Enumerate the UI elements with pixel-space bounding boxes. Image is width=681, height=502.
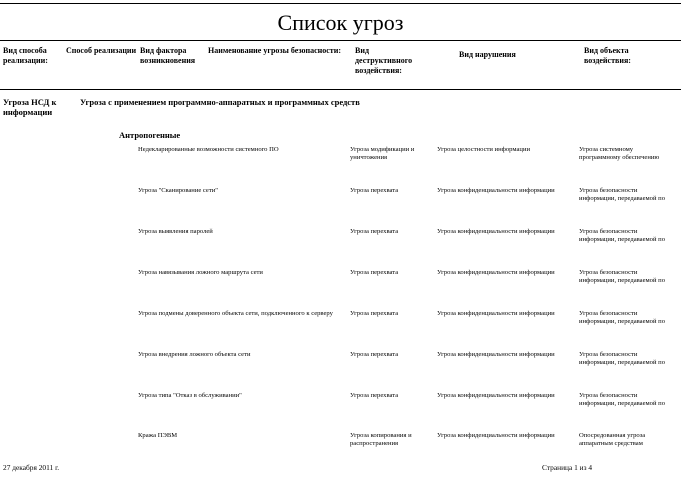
header-method-type: Вид способа реализации:: [3, 46, 48, 65]
top-rule: [0, 3, 681, 4]
object-type: Угроза безопасности информации, передаваемой по: [579, 228, 665, 244]
header-factor-type: Вид фактора возникновения: [140, 46, 196, 65]
impact-type: Угроза перехвата: [350, 187, 399, 194]
report-title: Список угроз: [277, 10, 404, 35]
object-type: Угроза системному программному обеспечению: [579, 146, 660, 162]
impact-type: Угроза перехвата: [350, 310, 399, 317]
threat-name: Угроза внедрения ложного объекта сети: [138, 351, 251, 358]
header-violation-type: Вид нарушения: [459, 50, 516, 59]
header-rule: [0, 89, 681, 90]
group-factor: Антропогенные: [119, 130, 181, 140]
object-type: Опосредованная угроза аппаратным средствам: [579, 432, 646, 448]
violation-type: Угроза целостности информации: [437, 146, 531, 153]
violation-type: Угроза конфиденциальности информации: [437, 351, 555, 358]
object-type: Угроза безопасности информации, передаваемой по: [579, 310, 665, 326]
threat-name: Угроза "Сканирование сети": [138, 187, 218, 194]
header-object-type: Вид объекта воздействия:: [584, 46, 631, 65]
threat-name: Угроза навязывания ложного маршрута сети: [138, 269, 263, 276]
impact-type: Угроза копирования и распространения: [350, 432, 412, 448]
impact-type: Угроза перехвата: [350, 228, 399, 235]
object-type: Угроза безопасности информации, передаваемой по: [579, 187, 665, 203]
header-threat-name: Наименование угрозы безопасности:: [208, 46, 342, 55]
title-rule: [0, 40, 681, 41]
violation-type: Угроза конфиденциальности информации: [437, 228, 555, 235]
threat-name: Недекларированные возможности системного ПО: [138, 146, 279, 153]
header-impact-type: Вид деструктивного воздействия:: [355, 46, 413, 75]
threat-name: Угроза выявления паролей: [138, 228, 213, 235]
object-type: Угроза безопасности информации, передаваемой по: [579, 269, 665, 285]
violation-type: Угроза конфиденциальности информации: [437, 187, 555, 194]
violation-type: Угроза конфиденциальности информации: [437, 310, 555, 317]
object-type: Угроза безопасности информации, передаваемой по: [579, 351, 665, 367]
footer-date: 27 декабря 2011 г.: [3, 463, 60, 472]
threat-name: Угроза типа "Отказ в обслуживании": [138, 392, 242, 399]
object-type: Угроза безопасности информации, передаваемой по: [579, 392, 665, 408]
violation-type: Угроза конфиденциальности информации: [437, 432, 555, 439]
group-method: Угроза с применением программно-аппаратных и программных средств: [80, 97, 360, 107]
threat-name: Угроза подмены доверенного объекта сети, подключенного к серверу: [138, 310, 333, 317]
group-method-type: Угроза НСД к информации: [3, 97, 57, 117]
threat-name: Кража ПЭВМ: [138, 432, 178, 439]
impact-type: Угроза перехвата: [350, 392, 399, 399]
header-method: Способ реализации: [66, 46, 137, 55]
footer-page-number: Страница 1 из 4: [542, 463, 593, 472]
violation-type: Угроза конфиденциальности информации: [437, 392, 555, 399]
impact-type: Угроза перехвата: [350, 269, 399, 276]
impact-type: Угроза перехвата: [350, 351, 399, 358]
violation-type: Угроза конфиденциальности информации: [437, 269, 555, 276]
impact-type: Угроза модификации и уничтожения: [350, 146, 415, 162]
